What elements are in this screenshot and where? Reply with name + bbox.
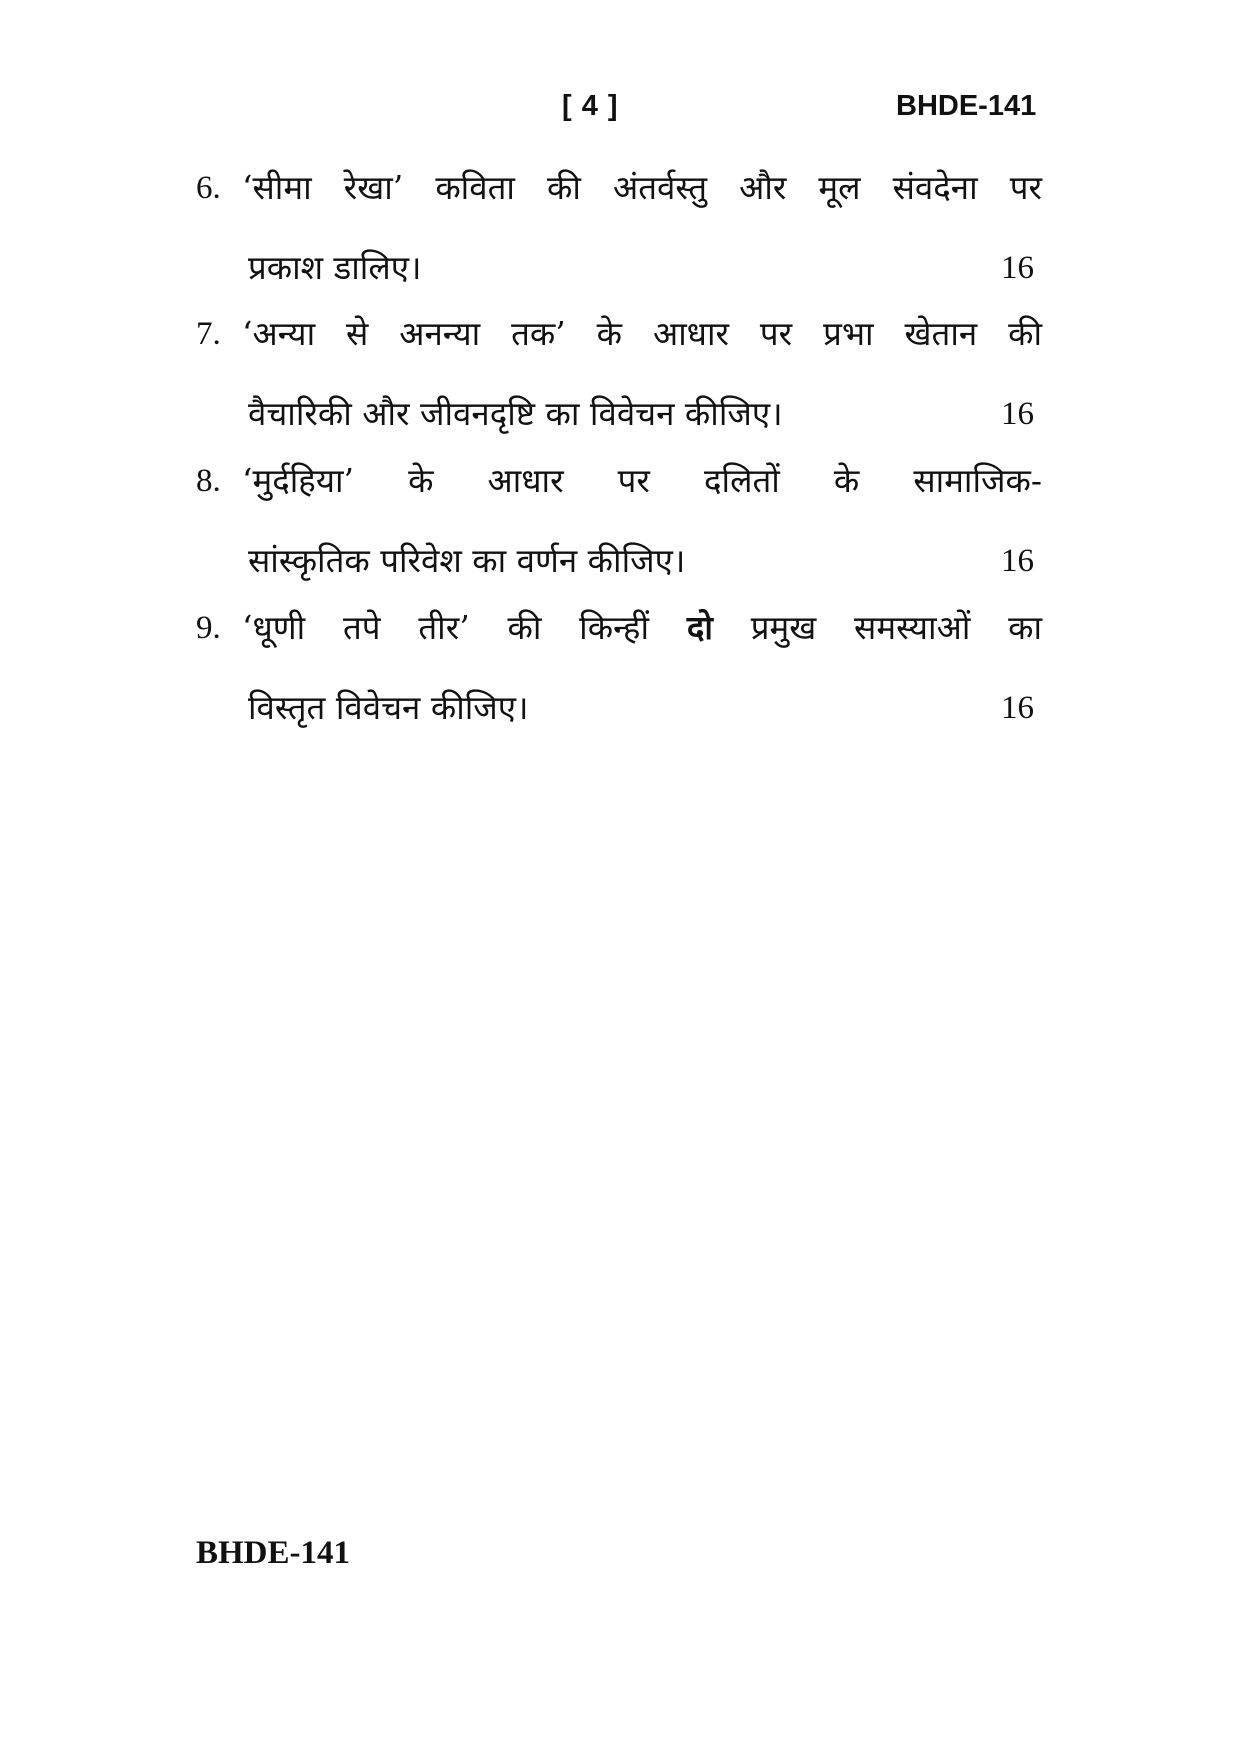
course-code-header: BHDE-141 <box>896 90 1037 122</box>
question-text-part: प्रमुख समस्याओं का <box>750 608 1043 647</box>
question-text-line1 <box>242 588 1042 668</box>
question-number: 8. <box>196 463 221 499</box>
question-number: 7. <box>196 316 221 352</box>
question-marks: 16 <box>1001 543 1034 579</box>
question-9 <box>196 588 1042 748</box>
question-text-part: ‘धूणी तपे तीर’ की किन्हीं <box>242 608 650 647</box>
question-8 <box>196 441 1042 601</box>
question-text-line2: सांस्कृतिक परिवेश का वर्णन कीजिए। <box>248 541 686 580</box>
question-text-line2: प्रकाश डालिए। <box>248 248 422 287</box>
question-text-line1: ‘अन्या से अनन्या तक’ के आधार पर प्रभा खेतान की <box>242 314 1042 353</box>
course-code-footer: BHDE-141 <box>196 1535 351 1571</box>
page-number: [ 4 ] <box>562 90 619 122</box>
question-6 <box>196 148 1042 308</box>
emphasized-word: दो <box>686 608 713 647</box>
question-text-line1: ‘सीमा रेखा’ कविता की अंतर्वस्तु और मूल संवदेना पर <box>242 168 1042 207</box>
question-7 <box>196 294 1042 454</box>
question-number: 9. <box>196 610 221 646</box>
question-text-line1: ‘मुर्दहिया’ के आधार पर दलितों के सामाजिक- <box>242 461 1042 500</box>
question-number: 6. <box>196 170 221 206</box>
question-marks: 16 <box>1001 250 1034 286</box>
question-marks: 16 <box>1001 396 1034 432</box>
question-text-line2: विस्तृत विवेचन कीजिए। <box>248 688 529 727</box>
question-text-line2: वैचारिकी और जीवनदृष्टि का विवेचन कीजिए। <box>248 394 783 433</box>
question-marks: 16 <box>1001 690 1034 726</box>
